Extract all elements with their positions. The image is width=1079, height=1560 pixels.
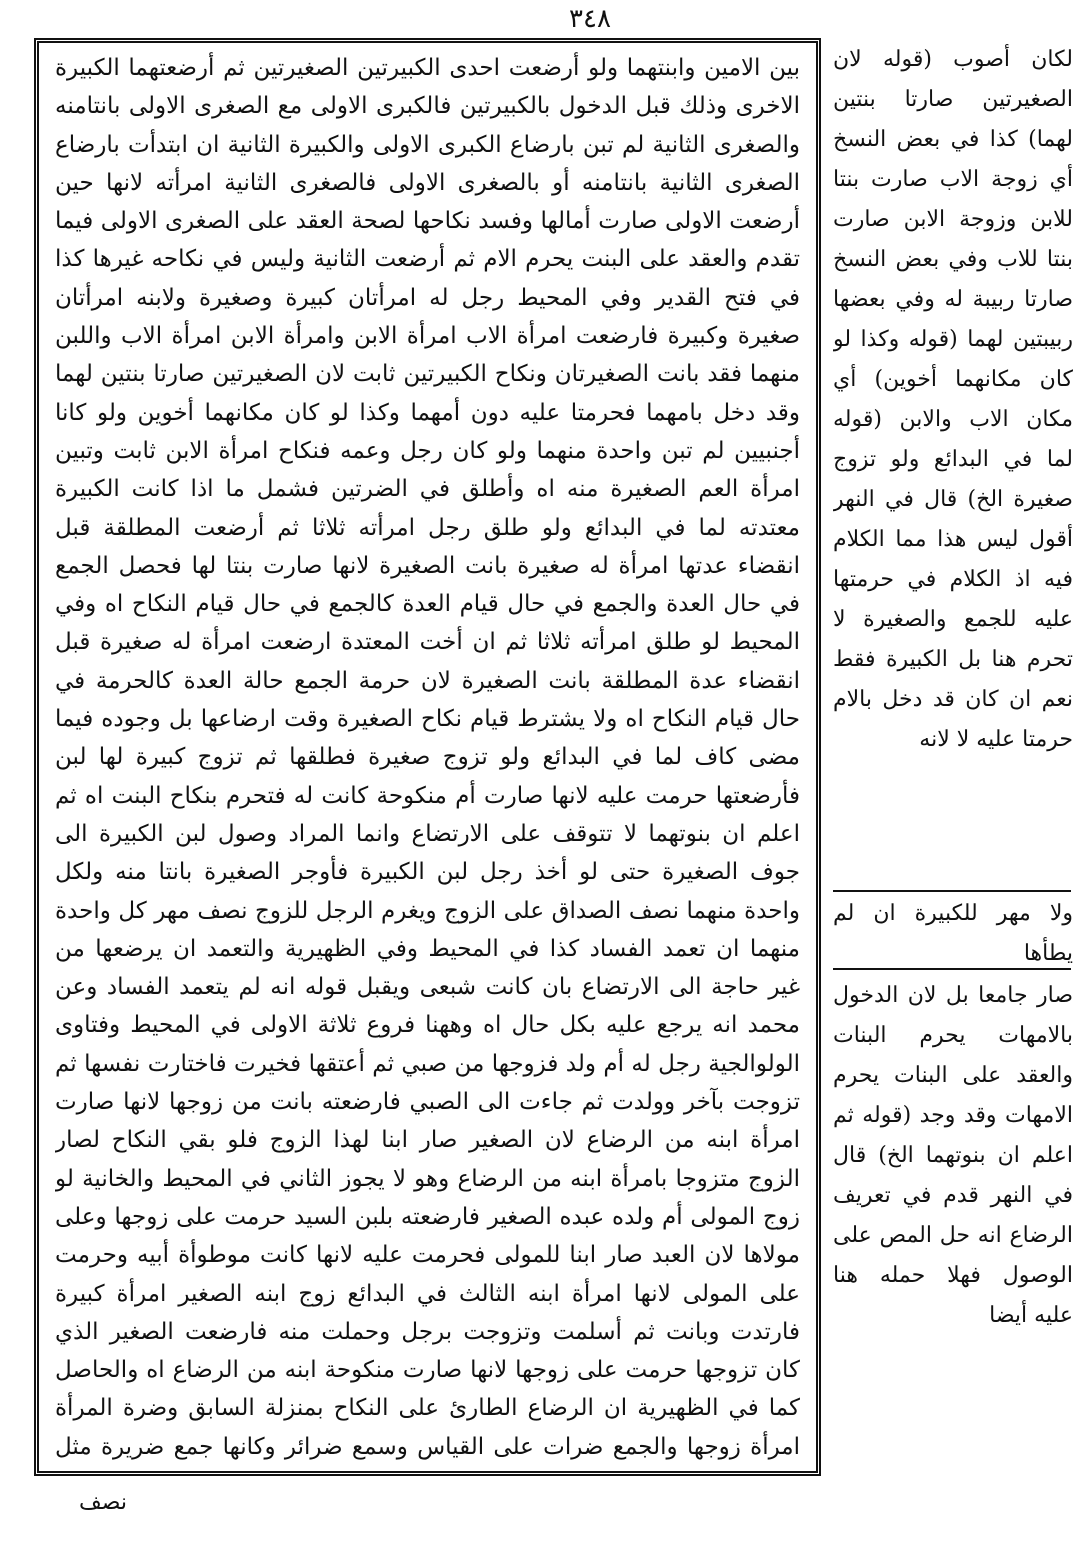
- margin-commentary-top: لكان أصوب (قوله لان الصغيرتين صارتا بنتين لهما) كذا في بعض النسخ أي زوجة الاب صارت بنتا للابن وزوجة الابن صارت بنتا للاب وفي بعض النسخ صارتا ربيبة له وفي بعضها ربيبتين لهما (قوله وكذا لو كان مكانهما أخوين) أي مكان الاب والابن (قوله لما في البدائع ولو تزوج صغيرة الخ) قال في النهر أقول ليس هذا مما الكلام فيه اذ الكلام في حرمتها عليه للجمع والصغيرة لا تحرم هنا بل الكبيرة فقط نعم ان كان قد دخل بالام حرمتا عليه لا لانه: [833, 47, 1073, 752]
- main-text-body: [55, 49, 800, 1465]
- main-paragraph: بين الامين وابنتهما ولو أرضعت احدى الكبيرتين الصغيرتين ثم أرضعتهما الكبيرة الاخرى وذلك قبل الدخول بالكبيرتين فالكبرى الاولى مع الصغرى الاولى بانتامنه والصغرى الثانية لم تبن بارضاع الكبرى الاولى والكبيرة الثانية ان ابتدأت بارضاع الصغرى الثانية بانتامنه أو بالصغرى الاولى فالصغرى الثانية امرأته لانها حين أرضعت الاولى صارت أمالها وفسد نكاحها لصحة العقد على الصغرى الاولى فيما تقدم والعقد على البنت يحرم الام ثم أرضعت الثانية وليس في نكاحه غيرها كذا في فتح القدير وفي المحيط رجل له امرأتان كبيرة وصغيرة ولابنه امرأتان صغيرة وكبيرة فارضعت امرأة الاب امرأة الابن وامرأة الابن امرأة الاب واللبن منهما فقد بانت الصغيرتان ونكاح الكبيرتين ثابت لان الصغيرتين صارتا بنتين لهما وقد دخل بامهما فحرمتا عليه دون أمهما وكذا لو كان مكانهما أخوين ولو كانا أجنبيين لم تبن واحدة منهما ولو كان رجل وعمه فنكاح امرأة الابن ثابت وتبين امرأة العم الصغيرة منه اه وأطلق في الضرتين فشمل ما اذا كانت الكبيرة معتدته لما في البدائع ولو طلق رجل امرأته ثلاثا ثم أرضعت المطلقة قبل انقضاء عدتها امرأة له صغيرة بانت الصغيرة لانها صارت بنتا لها فحصل الجمع في حال العدة والجمع في حال قيام العدة كالجمع في حال قيام النكاح اه وفي المحيط لو طلق امرأته ثلاثا ثم ان أخت المعتدة ارضعت امرأة له صغيرة قبل انقضاء عدة المطلقة بانت الصغيرة لان حرمة الجمع حالة العدة كالحرمة في حال قيام النكاح اه ولا يشترط قيام نكاح الصغيرة وقت ارضاعها بل وجوده فيما مضى كاف لما في البدائع ولو تزوج صغيرة فطلقها ثم تزوج كبيرة لها لبن فأرضعتها حرمت عليه لانها صارت أم منكوحة كانت له فتحرم بنكاح البنت اه ثم اعلم ان بنوتهما لا تتوقف على الارتضاع وانما المراد وصول لبن الكبيرة الى جوف الصغيرة حتى لو أخذ رجل لبن الكبيرة فأوجر الصغيرة بانتا منه ولكل واحدة منهما نصف الصداق على الزوج ويغرم الرجل للزوج نصف مهر كل واحدة منهما ان تعمد الفساد كذا في المحيط وفي الظهيرية والتعمد ان يرضعها من غير حاجة الى الارتضاع بان كانت شبعى ويقبل قوله انه لم يتعمد الفساد وعن محمد انه يرجع عليه بكل حال اه وههنا فروع ثلاثة الاولى في المحيط وفتاوى الولوالجية رجل له أم ولد فزوجها من صبي ثم أعتقها فخيرت فاختارت نفسها ثم تزوجت بآخر وولدت ثم جاءت الى الصبي فارضعته بانت من زوجها لانها صارت امرأة ابنه من الرضاع لان الصغير صار ابنا لهذا الزوج فلو بقي النكاح لصار الزوج متزوجا بامرأة ابنه من الرضاع وهو لا يجوز الثاني في المحيط والخانية لو زوج المولى أم ولده عبده الصغير فارضعته بلبن السيد حرمت على زوجها وعلى مولاها لان العبد صار ابنا للمولى فحرمت عليه لانها كانت موطوأة أبيه وحرمت على المولى لانها امرأة ابنه الثالث في البدائع زوج ابنه الصغير امرأة كبيرة فارتدت وبانت ثم أسلمت وتزوجت برجل وحملت منه فارضعت الصغير الذي كان تزوجها حرمت على زوجها لانها صارت منكوحة ابنه من الرضاع اه والحاصل كما في الظهيرية ان الرضاع الطارئ على النكاح بمنزلة السابق وضرة المرأة امرأة زوجها والجمع ضرات على القياس وسمع ضرائر وكانها جمع ضريرة مثل: [55, 55, 800, 1460]
- main-text-frame: [34, 38, 821, 1476]
- margin-divider: [833, 968, 1071, 970]
- catchword: نصف: [79, 1490, 127, 1515]
- margin-divider: [833, 890, 1071, 892]
- margin-commentary-middle: ولا مهر للكبيرة ان لم يطأها: [833, 901, 1073, 966]
- page-number: ٣٤٨: [569, 4, 611, 34]
- margin-commentary-bottom: صار جامعا بل لان الدخول بالامهات يحرم البنات والعقد على البنات يحرم الامهات وقد وجد (قوله ثم اعلم ان بنوتهما الخ) قال في النهر قدم في تعريف الرضاع انه حل المص على الوصول فهلا حمله هنا عليه أيضا: [833, 983, 1073, 1328]
